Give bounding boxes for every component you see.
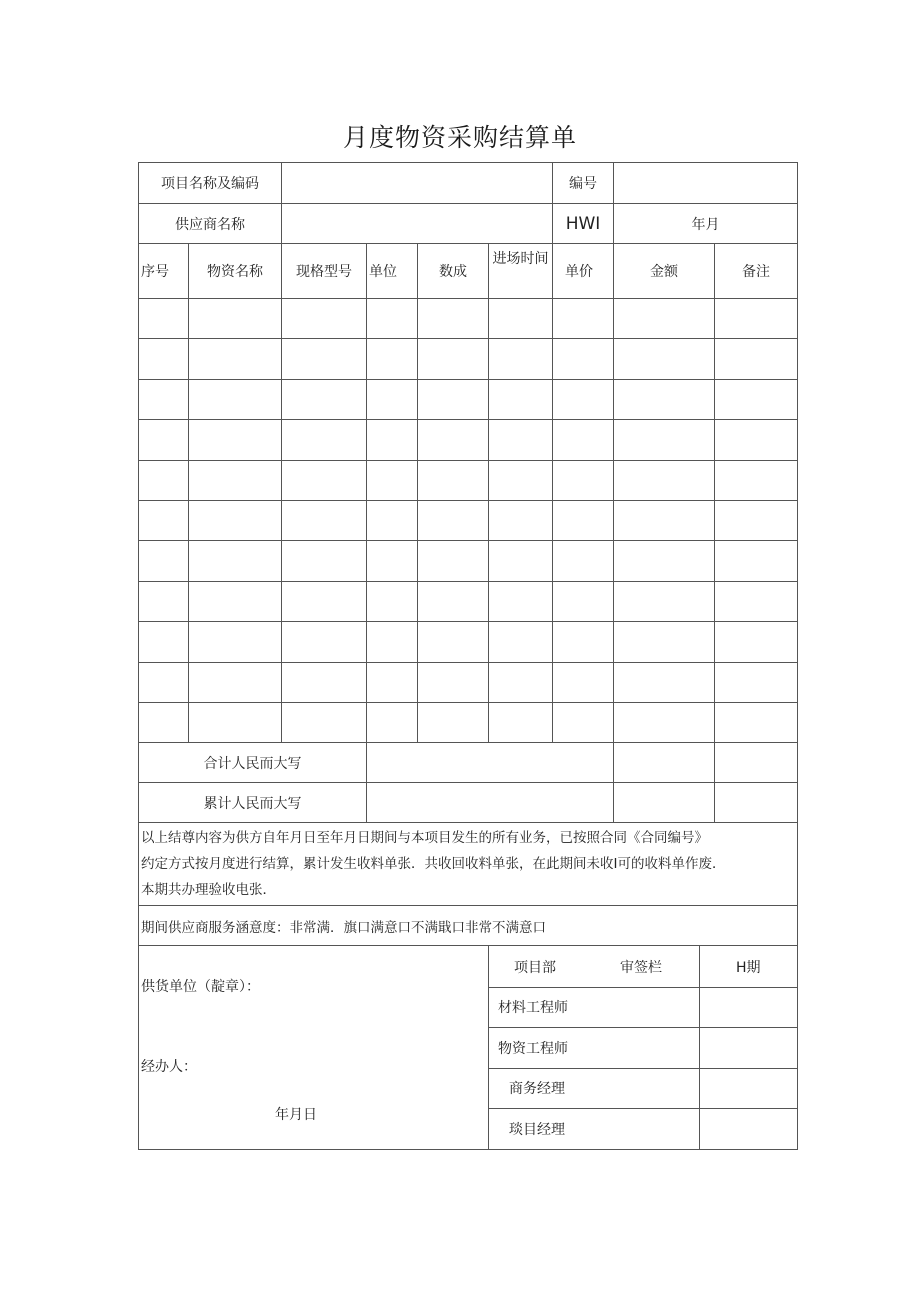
table-row [139, 420, 798, 460]
project-input[interactable] [282, 163, 553, 204]
table-cell[interactable] [282, 581, 367, 621]
table-cell[interactable] [418, 581, 489, 621]
total-rmb-input[interactable] [367, 743, 614, 783]
table-cell[interactable] [418, 460, 489, 500]
approval-header-left [489, 946, 699, 987]
table-cell[interactable] [282, 339, 367, 379]
table-cell[interactable] [553, 662, 614, 702]
table-cell[interactable] [418, 420, 489, 460]
table-cell[interactable] [189, 702, 282, 742]
table-cell[interactable] [553, 420, 614, 460]
table-cell[interactable] [367, 541, 418, 581]
project-label: 项目名称及编码 [139, 163, 282, 204]
table-row [139, 299, 798, 339]
table-cell[interactable] [282, 541, 367, 581]
table-cell[interactable] [139, 500, 189, 540]
cumulative-remark-cell[interactable] [715, 783, 798, 823]
col-header-name: 物资名称 [189, 244, 282, 299]
table-cell[interactable] [418, 299, 489, 339]
cumulative-amount-cell[interactable] [614, 783, 715, 823]
table-cell[interactable] [189, 299, 282, 339]
table-cell[interactable] [139, 581, 189, 621]
table-cell[interactable] [139, 299, 189, 339]
table-cell[interactable] [139, 460, 189, 500]
table-cell[interactable] [367, 622, 418, 662]
table-cell[interactable] [614, 379, 715, 419]
table-cell[interactable] [282, 622, 367, 662]
table-cell[interactable] [418, 622, 489, 662]
table-cell[interactable] [282, 500, 367, 540]
table-cell[interactable] [489, 581, 553, 621]
table-cell[interactable] [367, 500, 418, 540]
table-cell[interactable] [553, 622, 614, 662]
table-cell[interactable] [553, 581, 614, 621]
supplier-label: 供应商名称 [139, 204, 282, 244]
role-goods-engineer-date[interactable] [699, 1027, 797, 1068]
sign-date: 年月日 [275, 1107, 317, 1124]
table-cell[interactable] [489, 299, 553, 339]
table-cell[interactable] [715, 662, 798, 702]
table-cell[interactable] [553, 541, 614, 581]
table-cell[interactable] [418, 500, 489, 540]
table-cell[interactable] [418, 339, 489, 379]
role-project-manager-date[interactable] [699, 1108, 797, 1149]
table-cell[interactable] [418, 702, 489, 742]
table-cell[interactable] [715, 379, 798, 419]
table-cell[interactable] [189, 460, 282, 500]
table-cell[interactable] [418, 379, 489, 419]
table-cell[interactable] [715, 622, 798, 662]
table-cell[interactable] [189, 500, 282, 540]
table-cell[interactable] [489, 500, 553, 540]
col-header-seq: 序号 [139, 244, 189, 299]
table-cell[interactable] [715, 702, 798, 742]
table-cell[interactable] [139, 420, 189, 460]
statement-line-2: 约定方式按月度进行结算，累计发生收料单张．共收回收料单张，在此期间未收Ⅰ可的收料单作废． [141, 856, 726, 873]
table-cell[interactable] [139, 339, 189, 379]
col-header-remark: 备注 [715, 244, 798, 299]
table-cell[interactable] [489, 420, 553, 460]
table-cell[interactable] [489, 662, 553, 702]
table-cell[interactable] [715, 299, 798, 339]
table-row [139, 541, 798, 581]
table-cell[interactable] [614, 541, 715, 581]
table-cell[interactable] [282, 460, 367, 500]
table-cell[interactable] [139, 379, 189, 419]
settlement-statement [139, 823, 798, 906]
table-cell[interactable] [489, 379, 553, 419]
table-row [139, 379, 798, 419]
table-cell[interactable] [282, 299, 367, 339]
table-cell[interactable] [715, 581, 798, 621]
table-cell[interactable] [614, 299, 715, 339]
table-cell[interactable] [614, 702, 715, 742]
table-cell[interactable] [367, 339, 418, 379]
table-row [139, 702, 798, 742]
table-row [139, 500, 798, 540]
year-month-field[interactable]: 年月 [614, 204, 798, 244]
table-cell[interactable] [614, 500, 715, 540]
table-cell[interactable] [489, 460, 553, 500]
table-cell[interactable] [553, 299, 614, 339]
approval-table [489, 946, 797, 1149]
statement-line-1: 以上结尊内容为供方自年月日至年月日期间与本项目发生的所有业务，已按照合同《合同编号》 [141, 830, 708, 847]
table-cell[interactable] [418, 662, 489, 702]
supplier-sign-area [139, 946, 489, 1150]
item-rows [139, 299, 798, 743]
table-cell[interactable] [189, 339, 282, 379]
hwi-code: HWI [553, 204, 614, 244]
role-project-manager: 琰目经理 [489, 1108, 699, 1149]
col-header-unit-price: 单价 [553, 244, 614, 299]
table-cell[interactable] [367, 581, 418, 621]
table-cell[interactable] [189, 420, 282, 460]
table-row [139, 662, 798, 702]
table-cell[interactable] [715, 460, 798, 500]
date-column-label: H期 [699, 946, 797, 987]
col-header-qty: 数成 [418, 244, 489, 299]
number-input[interactable] [614, 163, 798, 204]
table-cell[interactable] [553, 500, 614, 540]
table-cell[interactable] [139, 541, 189, 581]
col-header-spec: 现格型号 [282, 244, 367, 299]
col-header-entry-time: 进场时间 [489, 244, 553, 299]
table-cell[interactable] [614, 460, 715, 500]
dept-label: 项目部 [514, 960, 556, 977]
table-cell[interactable] [189, 379, 282, 419]
col-header-unit: 单位 [367, 244, 418, 299]
supplier-unit-label: 供货单位（靛章）： [141, 979, 260, 996]
table-cell[interactable] [282, 662, 367, 702]
total-amount-cell[interactable] [614, 743, 715, 783]
table-cell[interactable] [715, 500, 798, 540]
table-cell[interactable] [367, 420, 418, 460]
table-row [139, 581, 798, 621]
table-cell[interactable] [189, 662, 282, 702]
role-material-engineer-date[interactable] [699, 987, 797, 1027]
table-cell[interactable] [553, 379, 614, 419]
table-cell[interactable] [367, 460, 418, 500]
table-cell[interactable] [139, 622, 189, 662]
sign-column-label: 审签栏 [620, 960, 662, 977]
table-cell[interactable] [418, 541, 489, 581]
role-goods-engineer: 物资工程师 [489, 1027, 699, 1068]
satisfaction-survey[interactable]: 期间供应商服务涵意度：非常满．旗口满意口不满戢口非常不满意口 [139, 906, 798, 946]
table-cell[interactable] [189, 541, 282, 581]
statement-line-3: 本期共办理验收电张． [141, 882, 276, 899]
table-cell[interactable] [367, 702, 418, 742]
table-row [139, 622, 798, 662]
table-row [139, 460, 798, 500]
table-cell[interactable] [139, 662, 189, 702]
page-title: 月度物资采购结算单 [342, 123, 577, 152]
approval-area [489, 946, 798, 1150]
table-cell[interactable] [715, 541, 798, 581]
table-cell[interactable] [614, 339, 715, 379]
table-cell[interactable] [489, 702, 553, 742]
table-cell[interactable] [367, 299, 418, 339]
table-cell[interactable] [189, 622, 282, 662]
table-cell[interactable] [367, 379, 418, 419]
table-cell[interactable] [189, 581, 282, 621]
total-remark-cell[interactable] [715, 743, 798, 783]
table-cell[interactable] [282, 420, 367, 460]
table-cell[interactable] [614, 581, 715, 621]
cumulative-rmb-label: 累计人民而大写 [139, 783, 367, 823]
col-header-amount: 金额 [614, 244, 715, 299]
table-cell[interactable] [367, 662, 418, 702]
table-cell[interactable] [614, 420, 715, 460]
table-cell[interactable] [282, 702, 367, 742]
table-cell[interactable] [489, 339, 553, 379]
settlement-form [138, 162, 798, 1150]
table-cell[interactable] [282, 379, 367, 419]
table-cell[interactable] [715, 339, 798, 379]
supplier-input[interactable] [282, 204, 553, 244]
table-cell[interactable] [614, 662, 715, 702]
table-cell[interactable] [489, 541, 553, 581]
table-cell[interactable] [715, 420, 798, 460]
handler-label: 经办人： [141, 1059, 197, 1076]
number-label: 编号 [553, 163, 614, 204]
table-cell[interactable] [139, 702, 189, 742]
table-row [139, 339, 798, 379]
table-cell[interactable] [553, 460, 614, 500]
total-rmb-label: 合计人民而大写 [139, 743, 367, 783]
role-material-engineer: 材料工程师 [489, 987, 699, 1027]
cumulative-rmb-input[interactable] [367, 783, 614, 823]
table-cell[interactable] [553, 339, 614, 379]
column-header-row [139, 244, 798, 299]
role-business-manager-date[interactable] [699, 1068, 797, 1108]
table-cell[interactable] [614, 622, 715, 662]
role-business-manager: 商务经理 [489, 1068, 699, 1108]
table-cell[interactable] [489, 622, 553, 662]
table-cell[interactable] [553, 702, 614, 742]
